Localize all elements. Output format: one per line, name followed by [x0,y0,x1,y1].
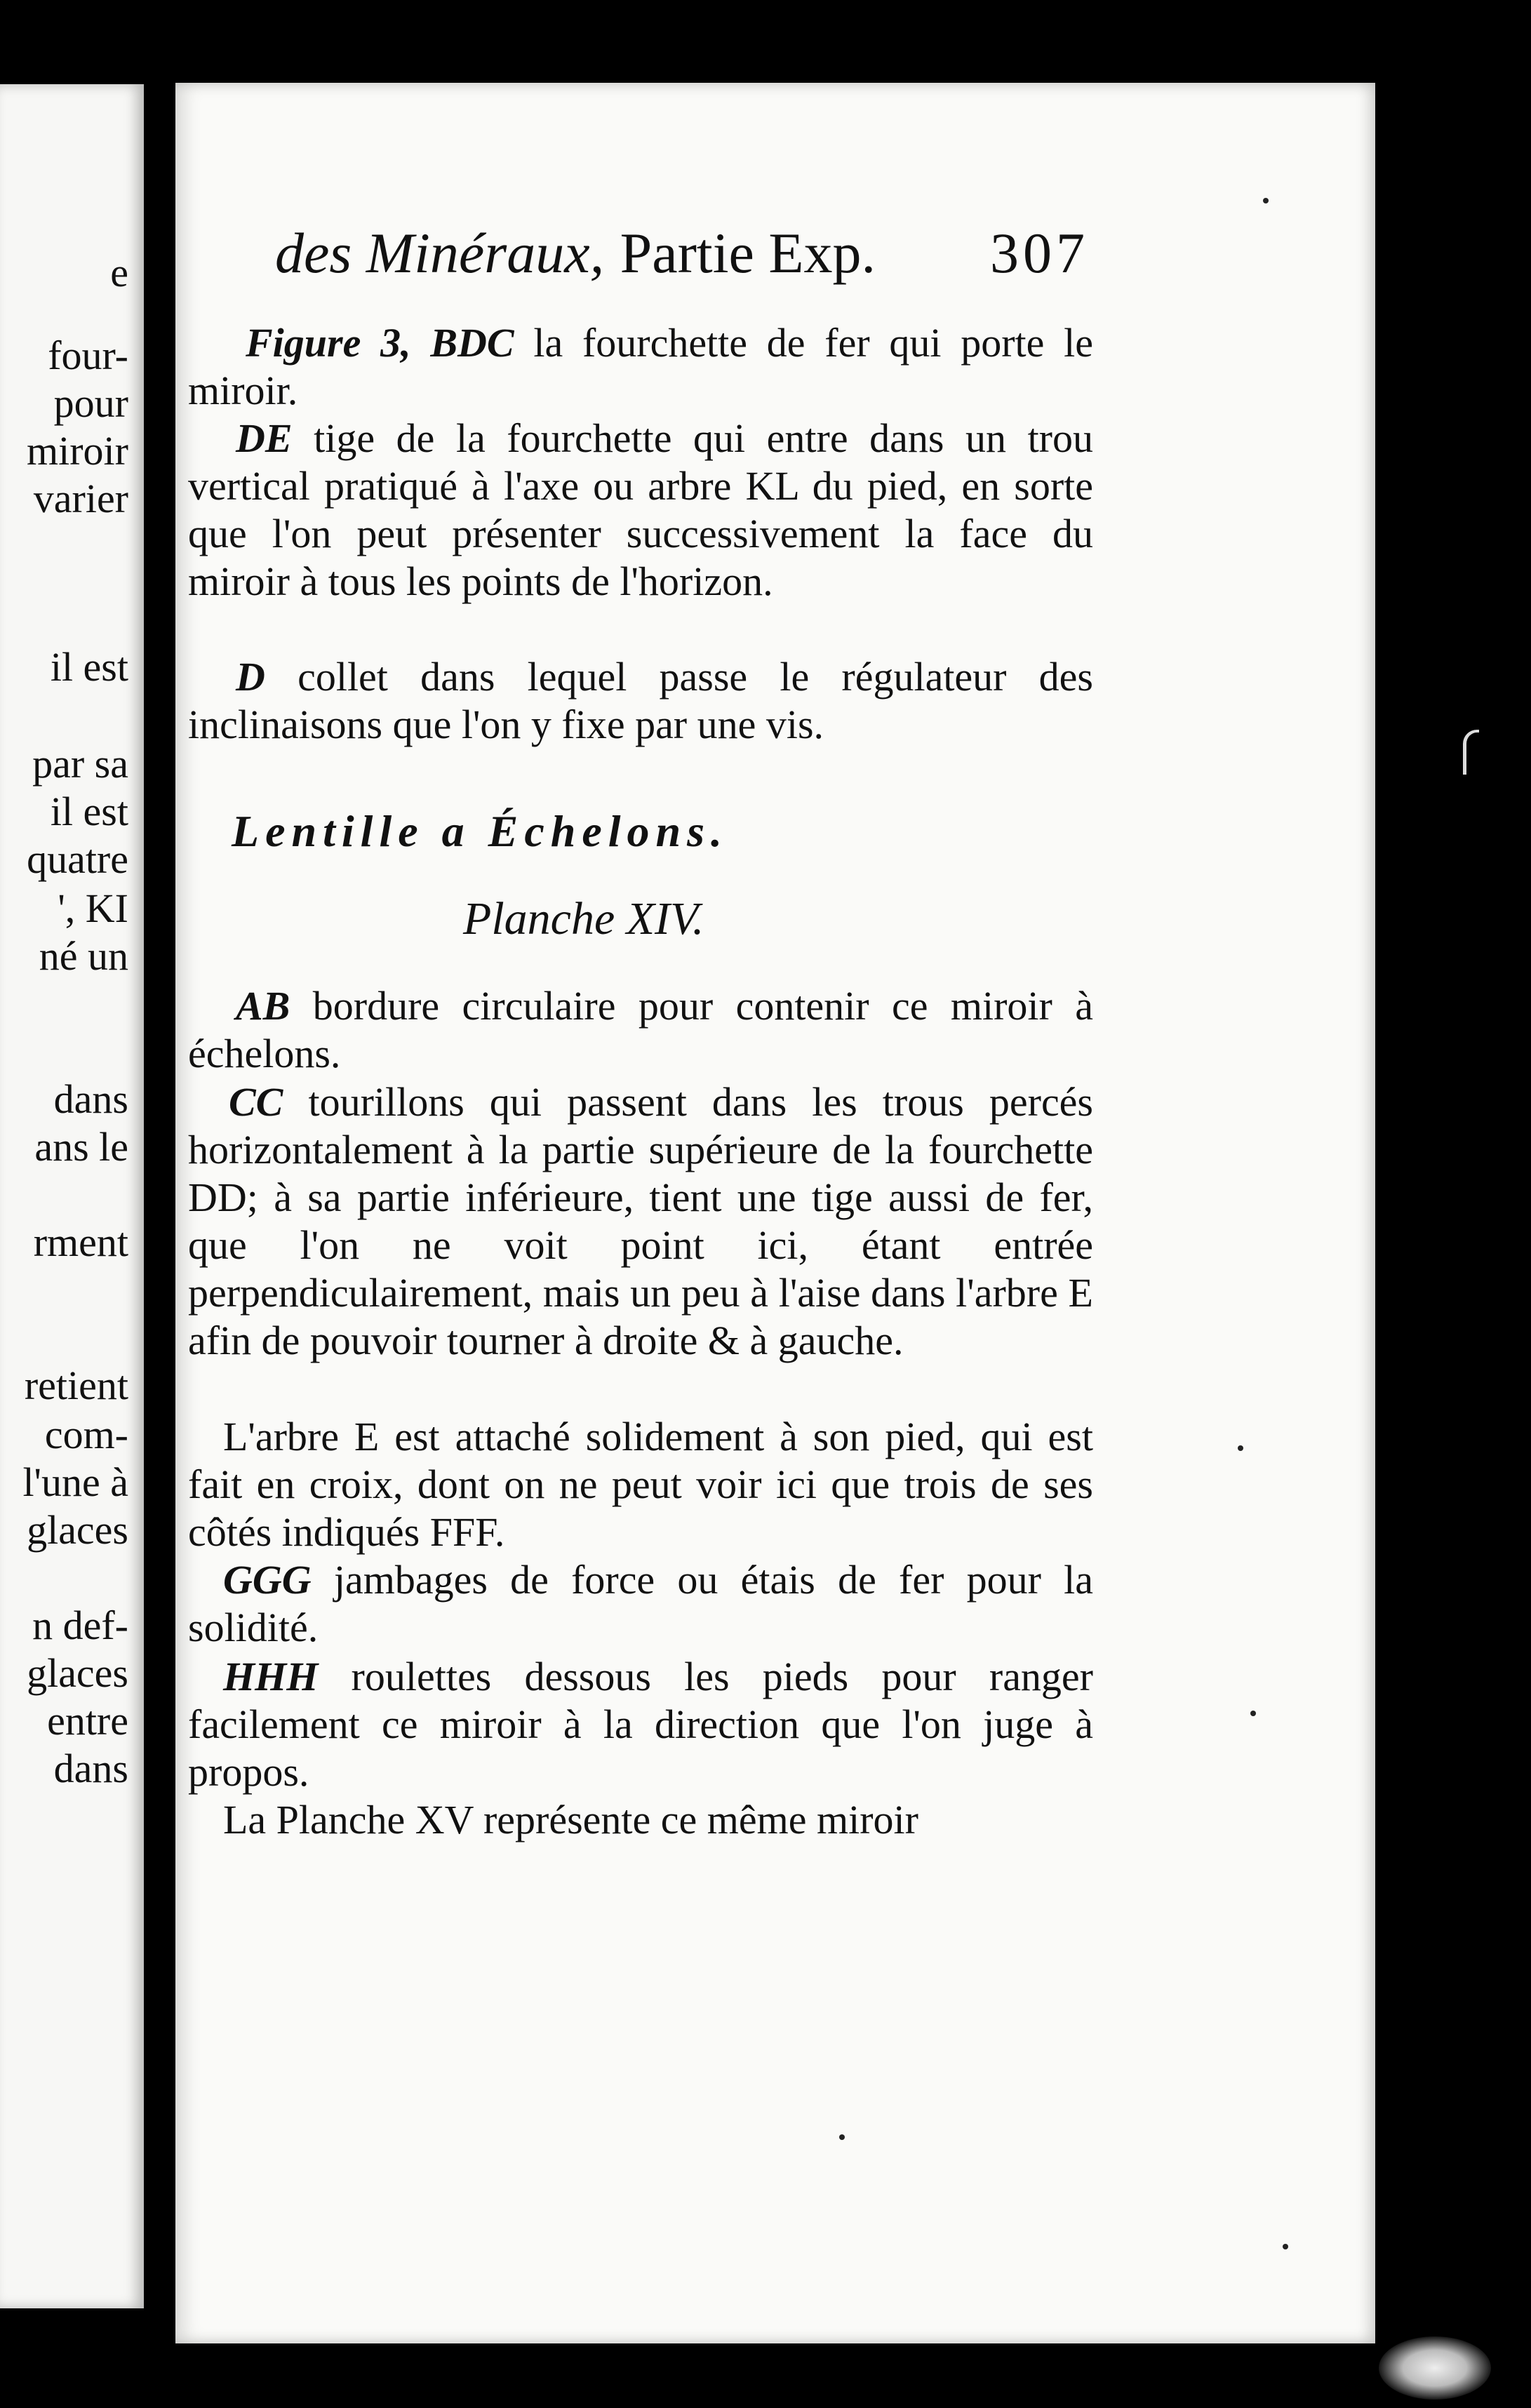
paragraph: Figure 3, BDC la fourchette de fer qui porte le miroir. [188,320,1093,413]
figure-label: HHH [223,1654,319,1699]
paragraph: DE tige de la fourchette qui entre dans un trou vertical pratiqué à l'axe ou arbre KL du pied, en sorte que l'on peut présenter successivement la face du miroir à tous les points de l'horizon. [188,415,1093,604]
facing-page-fragment: dans [53,1746,128,1791]
section-title: Partie Exp. [620,221,876,285]
figure-label: CC [229,1079,283,1125]
facing-page-fragment: rment [33,1219,128,1265]
facing-page-fragment: ans le [34,1124,128,1170]
facing-page-fragment: pour [53,380,128,426]
facing-page-fragment: e [110,250,128,295]
running-title: des Minéraux, [275,221,605,285]
ink-speck [1250,1711,1256,1716]
paragraph: La Planche XV représente ce même miroir [223,1797,918,1842]
facing-page-fragment: par sa [32,741,128,787]
ink-speck [1238,1445,1243,1451]
paragraph: HHH roulettes dessous les pieds pour ranger facilement ce miroir à la direction que l'on juge à propos. [188,1654,1093,1795]
section-heading: Lentille a Échelons. [232,806,728,856]
figure-label: D [236,654,265,700]
facing-page-fragment: dans [53,1076,128,1122]
figure-label: GGG [223,1557,312,1603]
figure-label: Figure 3, BDC [246,320,514,366]
facing-page-fragment: glaces [27,1650,128,1696]
facing-page-fragment: ', KI [58,885,128,931]
book-gutter [149,84,173,2315]
facing-page-fragment: entre [47,1698,128,1744]
ink-speck [839,2134,845,2140]
facing-page [0,84,144,2308]
facing-page-fragment: né un [39,933,128,979]
page-number: 307 [990,221,1089,285]
facing-page-fragment: four- [48,333,128,378]
facing-page-fragment: il est [50,644,128,690]
figure-label: AB [236,983,290,1029]
ink-speck [1263,198,1269,203]
facing-page-fragment: quatre [27,836,128,882]
paragraph: L'arbre E est attaché solidement à son pied, qui est fait en croix, dont on ne peut voir ici que trois de ses côtés indiqués FFF. [188,1414,1093,1555]
facing-page-fragment: n def- [32,1603,128,1648]
paragraph: CC tourillons qui passent dans les trous percés horizontalement à la partie supérieure de la fourchette DD; à sa partie inférieure, tient une tige aussi de fer, que l'on ne voit point ici, étant entrée perpendiculairement, mais un peu à l'aise dans l'arbre E afin de pouvoir tourner à droite & à gauche. [188,1079,1093,1363]
running-header [275,221,1089,285]
paragraph: AB bordure circulaire pour contenir ce miroir à échelons. [188,983,1093,1076]
scan-glare [1379,2336,1491,2400]
facing-page-fragment: il est [50,789,128,834]
facing-page-fragment: retient [24,1363,128,1408]
ink-speck [1283,2244,1288,2249]
facing-page-fragment: l'une à [22,1459,128,1505]
plate-heading: Planche XIV. [463,893,704,944]
facing-page-fragment: glaces [27,1507,128,1553]
paragraph: GGG jambages de force ou étais de fer pour la solidité. [188,1557,1093,1650]
figure-label: DE [236,415,293,461]
page-edge-mark [1463,730,1479,775]
paragraph: D collet dans lequel passe le régulateur des inclinaisons que l'on y fixe par une vis. [188,654,1093,747]
facing-page-fragment: com- [44,1412,128,1457]
facing-page-fragment: varier [33,476,128,521]
facing-page-fragment: miroir [27,428,128,474]
